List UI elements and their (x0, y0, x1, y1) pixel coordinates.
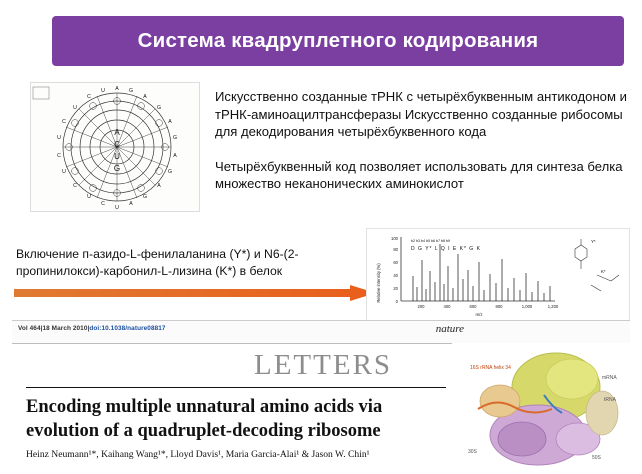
svg-text:U: U (62, 169, 66, 175)
orange-arrow-icon (14, 284, 376, 302)
svg-text:G: G (167, 169, 173, 175)
svg-text:G: G (156, 105, 162, 111)
svg-text:16S rRNA helix 34: 16S rRNA helix 34 (470, 365, 511, 371)
svg-text:80: 80 (393, 247, 398, 252)
svg-text:U: U (114, 152, 120, 161)
paragraph-1: Искусственно созданные тРНК с четырёхбуквенным антикодоном и тРНК-аминоацилтрансферазы Искусственно созданные рибосомы для декодирования четырёхбуквенного кода (215, 89, 627, 139)
mass-spectrum-plot (367, 229, 629, 321)
mass-spectrum-figure (366, 228, 630, 322)
codon-wheel-figure (30, 82, 200, 212)
paper-citation (18, 325, 166, 332)
svg-text:G: G (142, 194, 148, 200)
journal-name: nature (435, 323, 464, 335)
paper-authors: Heinz Neumann¹*, Kaihang Wang¹*, Lloyd Davis¹, Maria Garcia-Alai¹ & Jason W. Chin¹ (26, 449, 370, 460)
svg-text:1,000: 1,000 (521, 304, 533, 309)
svg-text:A: A (173, 153, 177, 159)
svg-text:C: C (62, 119, 66, 125)
slide-title-bar (52, 16, 624, 66)
svg-text:C: C (114, 140, 120, 149)
svg-text:50S: 50S (592, 455, 601, 461)
svg-text:600: 600 (469, 304, 477, 309)
svg-text:30S: 30S (468, 449, 477, 455)
description-block (215, 88, 627, 193)
ribosome-illustration (452, 343, 630, 469)
svg-text:A: A (157, 183, 161, 189)
svg-text:20: 20 (393, 286, 398, 291)
paragraph-2: Четырёхбуквенный код позволяет использовать для синтеза белка множество неканонических аминокислот (215, 158, 623, 191)
ribosome-figure (452, 343, 630, 469)
svg-text:C: C (73, 183, 77, 189)
svg-text:A: A (143, 94, 147, 100)
paper-citation-prefix: Vol 464|18 March 2010| (18, 325, 90, 332)
svg-text:mRNA: mRNA (602, 375, 617, 381)
svg-text:A: A (168, 119, 172, 125)
svg-text:A: A (114, 128, 120, 137)
svg-text:800: 800 (495, 304, 503, 309)
page-title: Система квадруплетного кодирования (137, 29, 539, 52)
svg-text:G: G (172, 135, 178, 141)
svg-text:0: 0 (395, 299, 398, 304)
svg-text:C: C (87, 94, 91, 100)
svg-text:Relative intensity (%): Relative intensity (%) (376, 263, 381, 303)
svg-text:Y*: Y* (591, 239, 596, 244)
svg-text:60: 60 (393, 260, 398, 265)
nature-paper-clip (12, 320, 630, 469)
svg-text:U: U (101, 88, 105, 94)
svg-text:U: U (87, 194, 91, 200)
svg-text:200: 200 (417, 304, 425, 309)
paper-title: Encoding multiple unnatural amino acids via evolution of a quadruplet-decoding ribosome (26, 397, 383, 441)
svg-text:m/z: m/z (475, 312, 483, 317)
paper-section-letters: LETTERS (254, 349, 393, 381)
svg-text:U: U (115, 205, 119, 211)
svg-text:U: U (57, 135, 61, 141)
svg-text:100: 100 (391, 236, 398, 241)
paper-title-rule (26, 387, 446, 388)
svg-text:A: A (115, 86, 119, 92)
svg-text:tRNA: tRNA (604, 397, 616, 403)
svg-text:C: C (57, 153, 61, 159)
svg-text:G: G (128, 88, 134, 94)
svg-text:A: A (129, 201, 133, 207)
svg-text:C: C (101, 201, 105, 207)
svg-text:1,200: 1,200 (547, 304, 559, 309)
svg-text:U: U (73, 105, 77, 111)
svg-text:G: G (113, 164, 121, 173)
svg-text:400: 400 (443, 304, 451, 309)
svg-text:40: 40 (393, 273, 398, 278)
codon-wheel-diagram (31, 83, 199, 211)
svg-text:K*: K* (601, 269, 606, 274)
incorporation-text: Включение п-азидо-L-фенилаланина (Y*) и N6-(2-пропинилокси)-карбонил-L-лизина (K*) в белок (16, 247, 299, 278)
svg-text:b2 b3 b4 b5 b6 b7 b8 b9: b2 b3 b4 b5 b6 b7 b8 b9 (411, 239, 450, 243)
paper-doi: doi:10.1038/nature08817 (89, 325, 166, 332)
svg-text:D G Y* L Q I E K* G K: D G Y* L Q I E K* G K (411, 246, 481, 252)
